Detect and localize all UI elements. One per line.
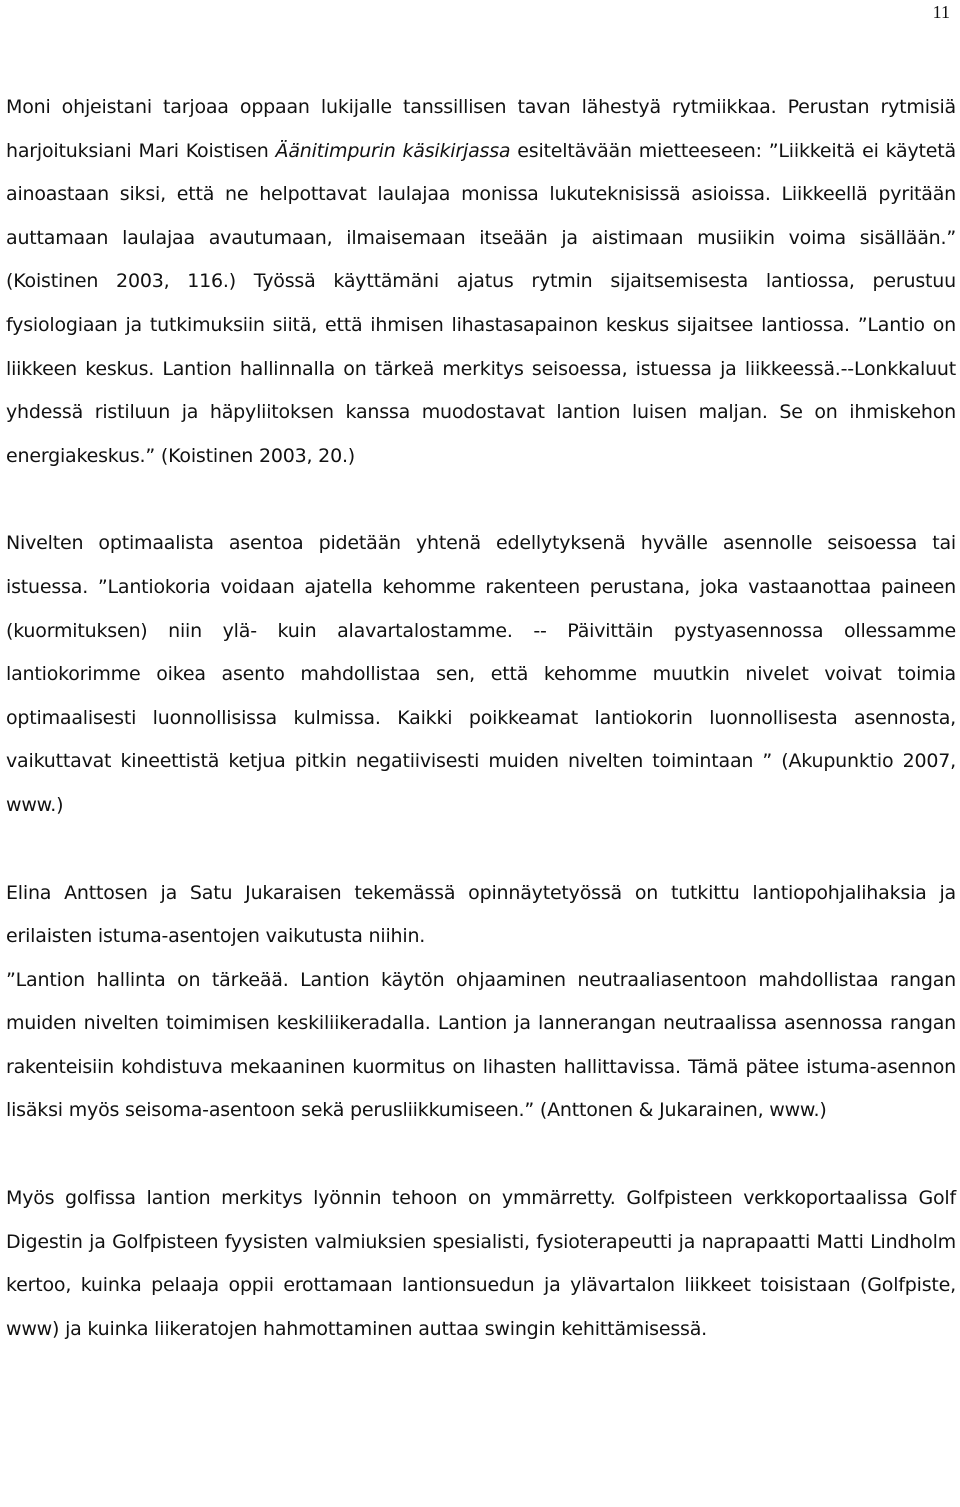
paragraph-text: Myös golfissa lantion merkitys lyönnin tehoon on ymmärretty. Golfpisteen verkkoportaalissa Golf Digestin ja Golfpisteen fyysisten valmiuksien spesialisti, fysioterapeutti ja naprapaatti Matti Lindholm kertoo, kuinka pelaaja oppii erottamaan lantionsuedun ja ylävartalon liikkeet toisistaan (Golfpiste, www) ja kuinka liikeratojen hahmottaminen auttaa swingin kehittämisessä. <box>6 1187 956 1340</box>
page-number: 11 <box>932 2 950 22</box>
paragraph-text: Elina Anttosen ja Satu Jukaraisen tekemässä opinnäytetyössä on tutkittu lantiopohjalihaksia ja erilaisten istuma-asentojen vaikutusta niihin. <box>6 881 956 948</box>
italic-text: Äänitimpurin käsikirjassa <box>275 139 511 162</box>
paragraph <box>6 872 956 959</box>
paragraph <box>6 522 956 827</box>
paragraph <box>6 959 956 1133</box>
paragraph <box>6 1177 956 1351</box>
paragraph-text: Nivelten optimaalista asentoa pidetään yhtenä edellytyksenä hyvälle asennolle seisoessa tai istuessa. ”Lantiokoria voidaan ajatella kehomme rakenteen perustana, joka vastaanottaa paineen (kuormituksen) niin ylä- kuin alavartalostamme. -- Päivittäin pystyasennossa ollessamme lantiokorimme oikea asento mahdollistaa sen, että kehomme muutkin nivelet voivat toimia optimaalisesti luonnollisissa kulmissa. Kaikki poikkeamat lantiokorin luonnollisesta asennosta, vaikuttavat kineettistä ketjua pitkin negatiivisesti muiden nivelten toimintaan ” (Akupunktio 2007, www.) <box>6 532 956 816</box>
document-body <box>6 86 956 1351</box>
paragraph-text: esiteltävään mietteeseen: ”Liikkeitä ei käytetä ainoastaan siksi, että ne helpottavat laulajaa monissa lukuteknisissä asioissa. Liikkeellä pyritään auttamaan laulajaa avautumaan, ilmaisemaan itseään ja aistimaan musiikin voima sisällään.” (Koistinen 2003, 116.) Työssä käyttämäni ajatus rytmin sijaitsemisesta lantiossa, perustuu fysiologiaan ja tutkimuksiin siitä, että ihmisen lihastasapainon keskus sijaitsee lantiossa. ”Lantio on liikkeen keskus. Lantion hallinnalla on tärkeä merkitys seisoessa, istuessa ja liikkeessä.--Lonkkaluut yhdessä ristiluun ja häpyliitoksen kanssa muodostavat lantion luisen maljan. Se on ihmiskehon energiakeskus.” (Koistinen 2003, 20.) <box>6 139 956 467</box>
paragraph-text: ”Lantion hallinta on tärkeää. Lantion käytön ohjaaminen neutraaliasentoon mahdollistaa rangan muiden nivelten toimimisen keskiliikeradalla. Lantion ja lannerangan neutraalissa asennossa rangan rakenteisiin kohdistuva mekaaninen kuormitus on lihasten hallittavissa. Tämä pätee istuma-asennon lisäksi myös seisoma-asentoon sekä perusliikkumiseen.” (Anttonen & Jukarainen, www.) <box>6 968 956 1122</box>
paragraph <box>6 86 956 478</box>
paragraph-text: Moni ohjeistani tarjoaa oppaan lukijalle tanssillisen tavan lähestyä rytmiikkaa. Perustan rytmisiä harjoituksiani Mari Koistisen <box>6 96 956 162</box>
